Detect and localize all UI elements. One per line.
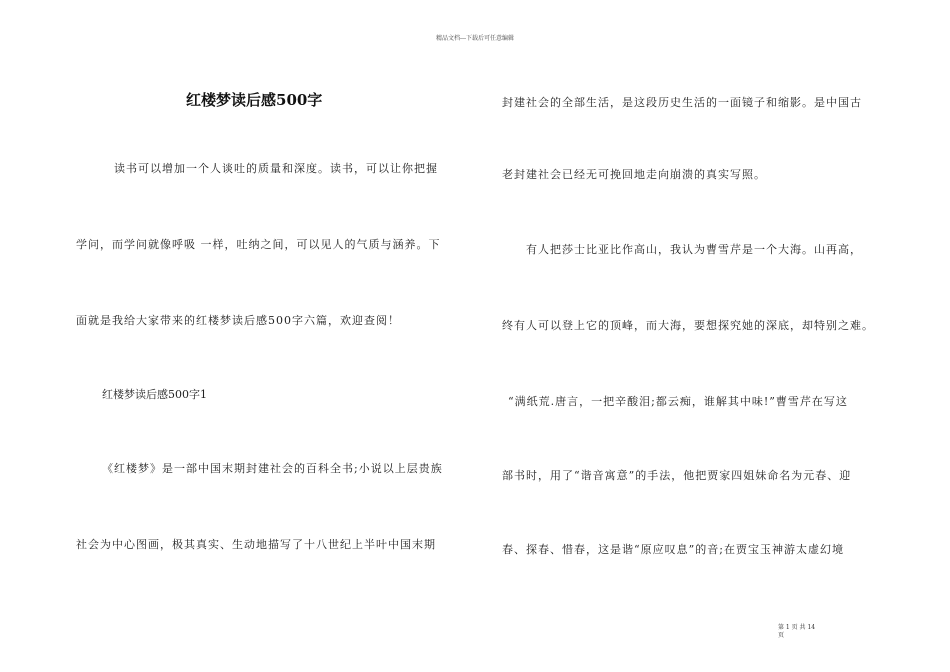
right-line-2: 老封建社会已经无可挽回地走向崩溃的真实写照。 (502, 168, 766, 181)
right-line-6: 部书时，用了“谐音寓意”的手法，他把贾家四姐妹命名为元春、迎 (502, 469, 852, 482)
left-line-6: 社会为中心图画，极其真实、生动地描写了十八世纪上半叶中国末期 (76, 538, 436, 551)
page-number-line-1: 第 1 页 共 14 (778, 624, 816, 631)
section-heading: 红楼梦读后感500字1 (102, 388, 207, 401)
page-number (778, 624, 838, 640)
left-line-5: 《红楼梦》是一部中国末期封建社会的百科全书;小说以上层贵族 (102, 462, 443, 475)
left-line-1: 读书可以增加一个人谈吐的质量和深度。读书，可以让你把握 (114, 162, 438, 175)
right-line-4: 终有人可以登上它的顶峰，而大海，要想探究她的深底，却特别之难。 (502, 319, 874, 332)
right-line-5: “满纸荒.唐言，一把辛酸泪;都云痴，谁解其中味!”曹雪芹在写这 (508, 395, 848, 408)
document-title: 红楼梦读后感500字 (186, 91, 323, 109)
right-line-7: 春、探春、惜春，这是谐“原应叹息”的音;在贾宝玉神游太虚幻境 (502, 543, 844, 556)
right-line-3: 有人把莎士比亚比作高山，我认为曹雪芹是一个大海。山再高， (526, 243, 862, 256)
page-header-note: 精品文档---下载后可任意编辑 (435, 35, 515, 42)
left-line-3: 面就是我给大家带来的红楼梦读后感500字六篇，欢迎查阅！ (76, 314, 400, 327)
left-line-2: 学问，而学问就像呼吸 一样，吐纳之间，可以见人的气质与涵养。下 (76, 238, 441, 251)
right-line-1: 封建社会的全部生活，是这段历史生活的一面镜子和缩影。是中国古 (502, 96, 862, 109)
page-number-line-2: 页 (778, 632, 785, 639)
